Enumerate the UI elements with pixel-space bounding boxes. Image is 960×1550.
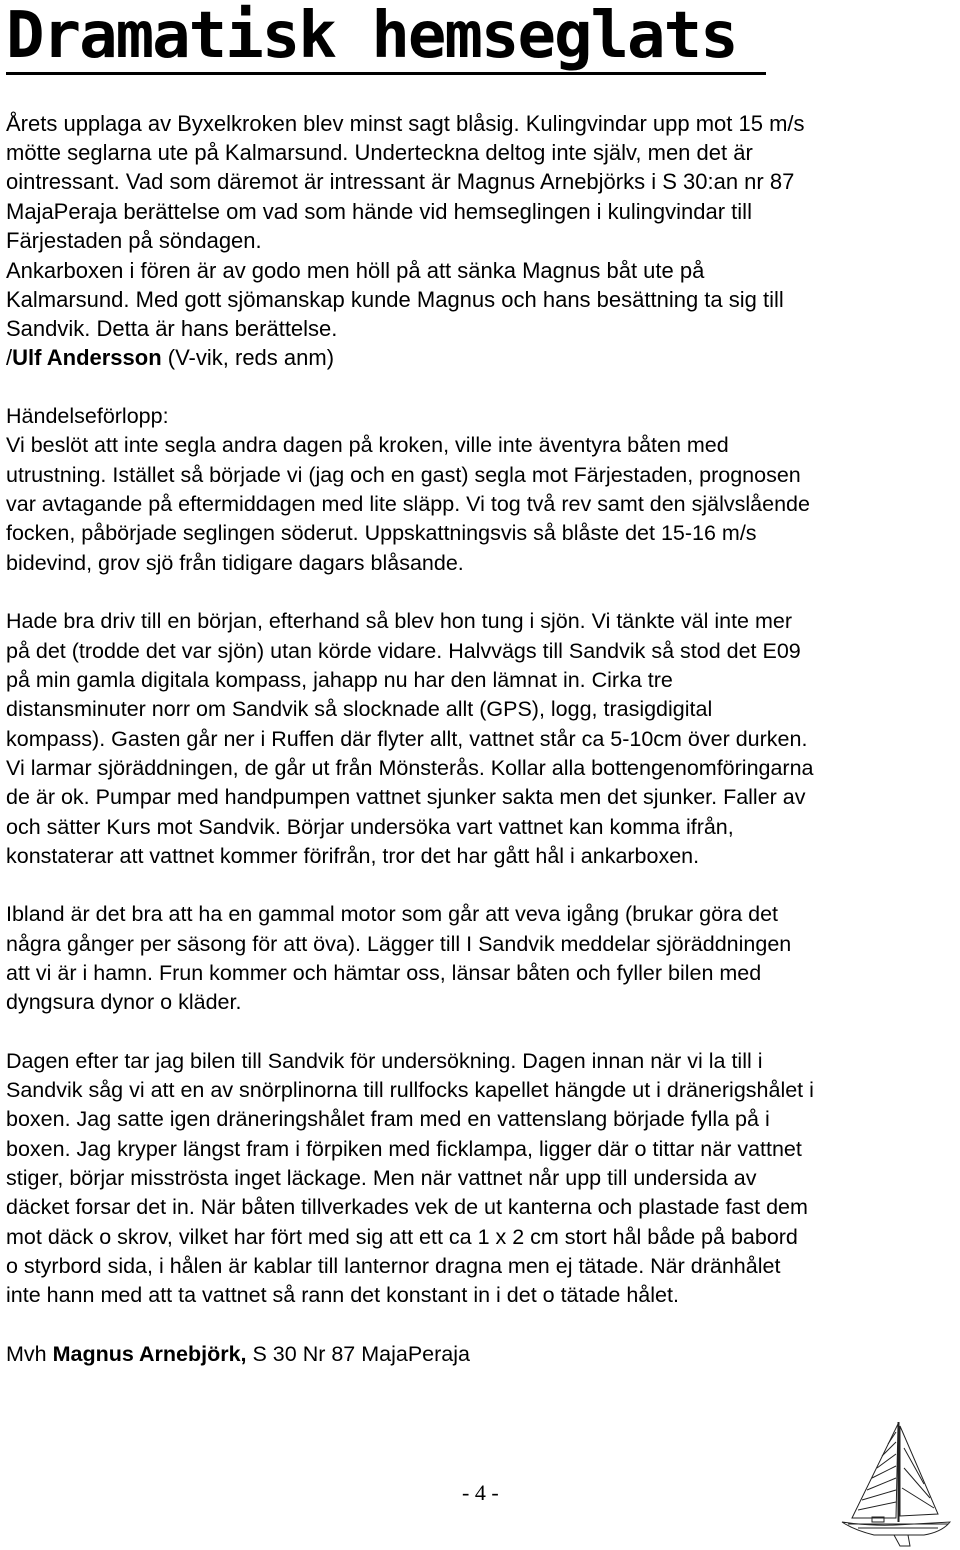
paragraph-line: inte hann med att ta vattnet så rann det konstant in i det o tätade hålet.: [6, 1283, 679, 1307]
paragraph-line: stiger, börjar misströsta inget läckage. Men när vattnet når upp till undersida av: [6, 1166, 757, 1190]
paragraph-line: utrustning. Istället så började vi (jag och en gast) segla mot Färjestaden, prognosen: [6, 463, 801, 487]
intro-signature: /Ulf Andersson (V-vik, reds anm): [6, 345, 335, 370]
paragraph-line: konstaterar att vattnet kommer förifrån, tror det har gått hål i ankarboxen.: [6, 844, 700, 868]
section-heading: Händelseförlopp:: [6, 404, 169, 428]
paragraph-line: däcket forsar det in. När båten tillverkades vek de ut kanterna och plastade fast dem: [6, 1195, 808, 1219]
intro-line: Årets upplaga av Byxelkroken blev minst sagt blåsig. Kulingvindar upp mot 15 m/s: [6, 111, 805, 136]
intro-line: Sandvik. Detta är hans berättelse.: [6, 316, 338, 341]
paragraph-line: Vi larmar sjöräddningen, de går ut från Mönsterås. Kollar alla bottengenomföringarna: [6, 756, 814, 780]
paragraph-line: dyngsura dynor o kläder.: [6, 990, 242, 1014]
paragraph-line: Dagen efter tar jag bilen till Sandvik för undersökning. Dagen innan när vi la till i: [6, 1049, 763, 1073]
paragraph-line: o styrbord sida, i hålen är kablar till lanternor dragna men ej tätade. När dränhålet: [6, 1254, 781, 1278]
closing-signature-name: Magnus Arnebjörk,: [52, 1342, 247, 1366]
paragraph-line: Vi beslöt att inte segla andra dagen på kroken, ville inte äventyra båten med: [6, 433, 729, 457]
intro-line: mötte seglarna ute på Kalmarsund. Underteckna deltog inte själv, men det är: [6, 140, 753, 165]
paragraph-line: på min gamla digitala kompass, jahapp nu har den lämnat in. Cirka tre: [6, 668, 673, 692]
intro-line: MajaPeraja berättelse om vad som hände vid hemseglingen i kulingvindar till: [6, 199, 752, 224]
paragraph-line: Sandvik såg vi att en av snörplinorna till rullfocks kapellet hängde ut i dränerigshålet i: [6, 1078, 814, 1102]
intro-signature-name: Ulf Andersson: [12, 345, 162, 370]
paragraph-line: Hade bra driv till en början, efterhand så blev hon tung i sjön. Vi tänkte väl inte mer: [6, 609, 792, 633]
paragraph-line: de är ok. Pumpar med handpumpen vattnet sjunker sakta men det sjunker. Faller av: [6, 785, 806, 809]
intro-line: Ankarboxen i fören är av godo men höll på att sänka Magnus båt ute på: [6, 258, 705, 283]
paragraph-line: Ibland är det bra att ha en gammal motor som går att veva igång (brukar göra det: [6, 902, 779, 926]
paragraph-line: mot däck o skrov, vilket har fört med sig att ett ca 1 x 2 cm stort hål både på babord: [6, 1225, 798, 1249]
page-number: - 4 -: [462, 1480, 499, 1505]
paragraph-line: var avtagande på eftermiddagen med lite släpp. Vi tog två rev samt den självslående: [6, 492, 810, 516]
intro-line: ointressant. Vad som däremot är intressant är Magnus Arnebjörks i S 30:an nr 87: [6, 169, 795, 194]
paragraph-line: några gånger per säsong för att öva). Lägger till I Sandvik meddelar sjöräddningen: [6, 932, 792, 956]
paragraph-line: bidevind, grov sjö från tidigare dagars blåsande.: [6, 551, 464, 575]
paragraph-line: boxen. Jag satte igen dräneringshålet fram med en vattenslang började fylla på i: [6, 1107, 770, 1131]
paragraph-line: focken, påbörjade seglingen söderut. Uppskattningsvis så blåste det 15-16 m/s: [6, 521, 757, 545]
sailboat-sketch-icon: [838, 1418, 954, 1548]
paragraph-line: och sätter Kurs mot Sandvik. Börjar undersöka vart vattnet kan komma ifrån,: [6, 815, 734, 839]
intro-line: Färjestaden på söndagen.: [6, 228, 262, 253]
intro-line: Kalmarsund. Med gott sjömanskap kunde Magnus och hans besättning ta sig till: [6, 287, 784, 312]
closing-signature: Mvh Magnus Arnebjörk, S 30 Nr 87 MajaPeraja: [6, 1342, 470, 1366]
paragraph-line: att vi är i hamn. Frun kommer och hämtar oss, länsar båten och fyller bilen med: [6, 961, 762, 985]
article-title: Dramatisk hemseglats: [6, 2, 766, 75]
paragraph-line: kompass). Gasten går ner i Ruffen där flyter allt, vattnet står ca 5-10cm över durken.: [6, 727, 808, 751]
paragraph-line: distansminuter norr om Sandvik så slocknade allt (GPS), logg, trasigdigital: [6, 697, 713, 721]
paragraph-line: på det (trodde det var sjön) utan körde vidare. Halvvägs till Sandvik så stod det E09: [6, 639, 801, 663]
paragraph-line: boxen. Jag kryper längst fram i förpiken med ficklampa, ligger där o tittar när vattnet: [6, 1137, 802, 1161]
